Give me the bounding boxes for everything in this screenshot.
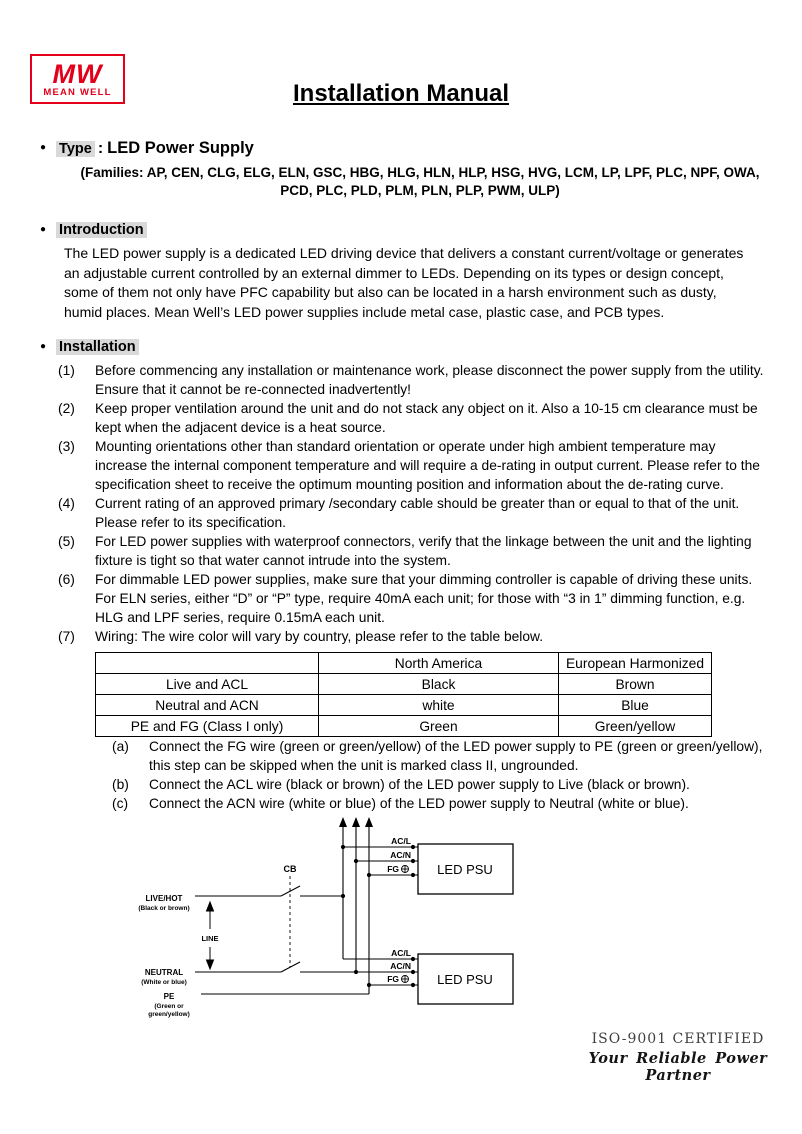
item-text: Connect the ACL wire (black or brown) of the LED power supply to Live (black or brown).	[149, 777, 690, 792]
installation-heading: Installation	[56, 339, 139, 355]
table-row	[96, 674, 712, 695]
item-number: (3)	[58, 439, 75, 454]
iso-certified-text: ISO-9001 CERTIFIED	[591, 1031, 765, 1047]
mw-logo-icon: MW	[52, 58, 103, 89]
item-number: (1)	[58, 363, 75, 378]
header-cell	[96, 653, 319, 674]
type-value: LED Power Supply	[107, 139, 254, 157]
logo-brand-name: MEAN WELL	[43, 86, 112, 98]
table-cell: white	[319, 695, 559, 716]
header-cell: North America	[319, 653, 559, 674]
sub-step	[112, 775, 767, 794]
up-arrow-icon	[339, 817, 347, 827]
item-text: Current rating of an approved primary /secondary cable should be greater than or equal to that of the unit. Please refer to its specification.	[95, 496, 740, 530]
table-row	[96, 716, 712, 737]
wiring-diagram	[133, 817, 533, 1032]
item-text: Mounting orientations other than standard orientation or operate under high ambient temperature may increase the internal component temperature and will require a de-rating in output current. Please refer to the specification sheet to receive the optimum mounting position and information about the de-rating curve.	[95, 439, 760, 492]
item-number: (a)	[112, 739, 129, 754]
table-cell: Green	[319, 716, 559, 737]
table-row	[96, 695, 712, 716]
slogan-text: Your Reliable Power Partner	[588, 1050, 768, 1084]
installation-item	[58, 627, 766, 646]
wiring-sub-steps	[112, 737, 767, 813]
installation-heading-row	[40, 339, 139, 355]
families-list: (Families: AP, CEN, CLG, ELG, ELN, GSC, HBG, HLG, HLN, HLP, HSG, HVG, LCM, LP, LPF, PLC, NPF, OWA, PCD, PLC, PLD, PLM, PLN, PLP, PWM, ULP)	[80, 165, 760, 198]
terminal-label-fg: FG	[387, 974, 399, 984]
installation-list	[58, 361, 766, 646]
footer	[568, 1031, 788, 1084]
bus-lines	[343, 825, 369, 994]
type-separator: :	[97, 139, 104, 157]
item-text: Keep proper ventilation around the unit and do not stack any object on it. Also a 10-15 cm clearance must be kept when the adjacent device is a heat source.	[95, 401, 758, 435]
header-cell: European Harmonized	[559, 653, 712, 674]
installation-item	[58, 570, 766, 627]
neutral-label: NEUTRAL	[144, 968, 184, 977]
terminal-label-acn: AC/N	[390, 850, 411, 860]
introduction-body: The LED power supply is a dedicated LED driving device that delivers a constant current/voltage or generates an adjustable current controlled by an external dimmer to LEDs. Depending on its types or design concept, some of them not only have PFC capability but also can be located in a harsh environment such as dusty, humid places. Mean Well’s LED power supplies include metal case, plastic case, and PCB types.	[64, 245, 744, 320]
table-cell: Black	[319, 674, 559, 695]
neutral-sublabel: (White or blue)	[141, 979, 187, 986]
item-number: (5)	[58, 534, 75, 549]
terminal-label-fg: FG	[387, 864, 399, 874]
table-header-row	[96, 653, 712, 674]
item-text: Wiring: The wire color will vary by country, please refer to the table below.	[95, 629, 544, 644]
up-arrow-icon	[352, 817, 360, 827]
item-number: (2)	[58, 401, 75, 416]
psu-label: LED PSU	[437, 862, 493, 877]
item-text: Connect the FG wire (green or green/yellow) of the LED power supply to PE (green or green/yellow), this step can be skipped when the unit is marked class II, ungrounded.	[149, 739, 763, 773]
bullet-icon: ●	[40, 142, 47, 153]
introduction-heading-row	[40, 222, 147, 238]
type-section	[40, 139, 254, 158]
terminal-label-acn: AC/N	[390, 961, 411, 971]
item-number: (c)	[112, 796, 129, 811]
wiring-diagram-svg	[133, 817, 533, 1032]
pe-sublabel: green/yellow)	[148, 1011, 190, 1018]
item-number: (6)	[58, 572, 75, 587]
item-text: For dimmable LED power supplies, make sure that your dimming controller is capable of driving these units. For ELN series, either “D” or “P” type, require 40mA each unit; for those with “3 in 1” dimming function, e.g. HLG and LPF series, require 0.15mA each unit.	[95, 572, 753, 625]
live-hot-sublabel: (Black or brown)	[138, 905, 190, 912]
ground-icon	[402, 866, 409, 873]
cb-blade	[281, 962, 300, 972]
sub-step	[112, 737, 767, 775]
type-label: Type	[56, 141, 95, 157]
live-hot-label: LIVE/HOT	[145, 894, 183, 903]
installation-item	[58, 532, 766, 570]
down-arrow-icon	[207, 960, 214, 969]
pe-sublabel: (Green or	[154, 1003, 184, 1010]
table-cell: Green/yellow	[559, 716, 712, 737]
ground-icon	[402, 976, 409, 983]
item-text: For LED power supplies with waterproof connectors, verify that the linkage between the unit and the lighting fixture is tight so that water cannot intrude into the system.	[95, 534, 752, 568]
sub-step	[112, 794, 767, 813]
bus-arrowheads	[339, 817, 373, 827]
pe-label: PE	[163, 992, 175, 1001]
page-title: Installation Manual	[292, 80, 510, 107]
installation-item	[58, 494, 766, 532]
cb-label: CB	[283, 864, 297, 874]
live-wire	[195, 886, 343, 896]
bullet-icon: ●	[40, 340, 47, 352]
terminal-label-acl: AC/L	[391, 948, 411, 958]
up-arrow-icon	[207, 902, 214, 911]
item-text: Connect the ACN wire (white or blue) of the LED power supply to Neutral (white or blue).	[149, 796, 689, 811]
installation-item	[58, 437, 766, 494]
installation-item	[58, 399, 766, 437]
cb-blade	[281, 886, 300, 896]
table-cell: Brown	[559, 674, 712, 695]
wiring-color-table	[95, 652, 712, 737]
item-number: (4)	[58, 496, 75, 511]
terminal-label-acl: AC/L	[391, 836, 411, 846]
table-cell: Live and ACL	[96, 674, 319, 695]
up-arrow-icon	[365, 817, 373, 827]
introduction-heading: Introduction	[56, 222, 147, 238]
table-cell: Blue	[559, 695, 712, 716]
line-label: LINE	[201, 934, 219, 943]
psu-label: LED PSU	[437, 972, 493, 987]
table-cell: Neutral and ACN	[96, 695, 319, 716]
installation-item	[58, 361, 766, 399]
table-cell: PE and FG (Class I only)	[96, 716, 319, 737]
item-number: (7)	[58, 629, 75, 644]
item-text: Before commencing any installation or maintenance work, please disconnect the power supply from the utility. Ensure that it cannot be re-connected inadvertently!	[95, 363, 764, 397]
bullet-icon: ●	[40, 223, 47, 235]
item-number: (b)	[112, 777, 129, 792]
